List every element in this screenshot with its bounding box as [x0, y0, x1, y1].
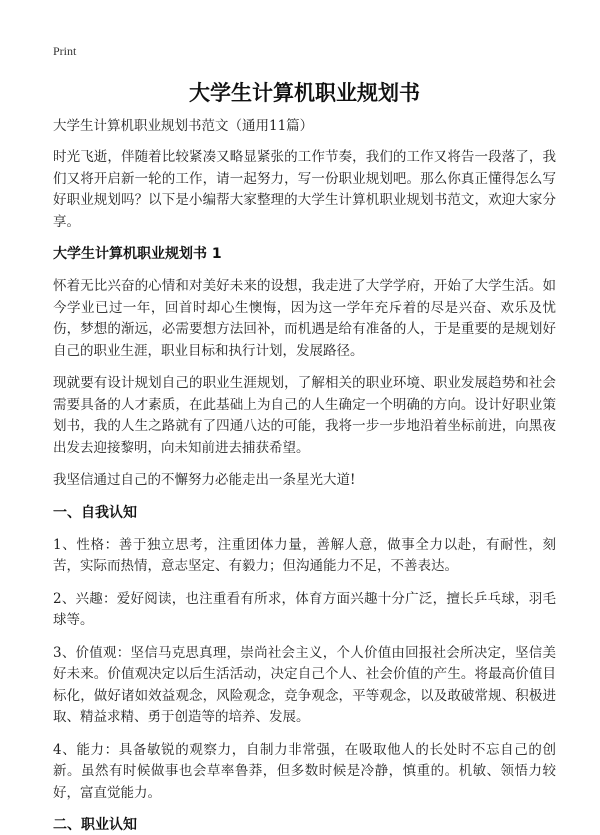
- heading-self-awareness: 一、自我认知: [53, 504, 137, 521]
- paragraph-2: 现就要有设计规划自己的职业生涯规划，了解相关的职业环境、职业发展趋势和社会需要具备的人才素质，在此基础上为自己的人生确定一个明确的方向。设计好职业策划书，我的人生之路就有了四通八达的可能，我将一步一步地沿着坐标前进，向黑夜出发去迎接黎明，向未知前进去捕获希望。: [53, 375, 556, 456]
- intro-paragraph: 时光飞逝，伴随着比较紧凑又略显紧张的工作节奏，我们的工作又将告一段落了，我们又将开启新一轮的工作，请一起努力，写一份职业规划吧。那么你真正懂得怎么写好职业规划吗？以下是小编帮大家整理的大学生计算机职业规划书范文，欢迎大家分享。: [53, 149, 556, 230]
- print-link[interactable]: Print: [53, 44, 77, 58]
- heading-career-awareness: 二、职业认知: [53, 817, 137, 833]
- paragraph-1: 怀着无比兴奋的心情和对美好未来的设想，我走进了大学学府，开始了大学生活。如今学业已过一年，回首时却心生懊悔，因为这一学年充斥着的尽是兴奋、欢乐及忧伤，梦想的渐远，必需要想方法回补，而机遇是给有准备的人，于是重要的是规划好自己的职业生涯，职业目标和执行计划，发展路径。: [53, 278, 556, 359]
- paragraph-3: 我坚信通过自己的不懈努力必能走出一条星光大道!: [53, 472, 356, 488]
- document-subtitle: 大学生计算机职业规划书范文（通用11篇）: [53, 118, 314, 134]
- section-heading-plan-1: 大学生计算机职业规划书 1: [53, 246, 222, 262]
- item-personality: 1、性格：善于独立思考，注重团体力量，善解人意，做事全力以赴，有耐性，刻苦，实际而热情，意志坚定、有毅力；但沟通能力不足，不善表达。: [53, 536, 556, 574]
- item-values: 3、价值观：坚信马克思真理，崇尚社会主义，个人价值由回报社会所决定，坚信美好未来。价值观决定以后生活活动，决定自己个人、社会价值的产生。将最高价值目标化，做好诸如效益观念，风险观念，竞争观念，平等观念，以及敢破常规、积极进取、精益求精、勇于创造等的培养、发展。: [53, 644, 556, 725]
- document-title: 大学生计算机职业规划书: [189, 81, 420, 105]
- item-abilities: 4、能力：具备敏锐的观察力，自制力非常强，在吸取他人的长处时不忘自己的创新。虽然有时候做事也会草率鲁莽，但多数时候是冷静，慎重的。机敏、领悟力较好，富直觉能力。: [53, 741, 556, 801]
- item-interests: 2、兴趣：爱好阅读，也注重看有所求，体育方面兴趣十分广泛，擅长乒乓球，羽毛球等。: [53, 590, 556, 628]
